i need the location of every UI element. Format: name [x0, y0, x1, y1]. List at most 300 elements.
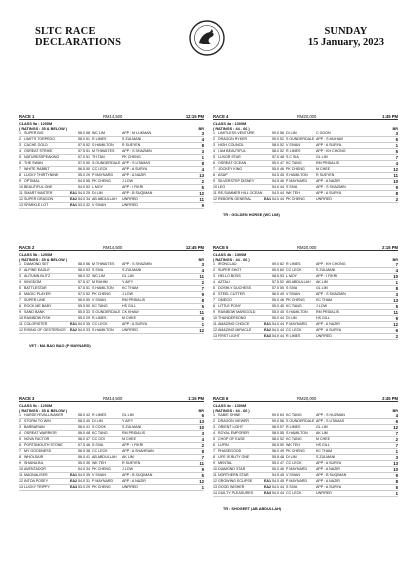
- barrier-draw: 10: [393, 467, 398, 473]
- rating: 53: [86, 268, 90, 273]
- jockey: APP : A SURYA: [316, 328, 342, 333]
- horse-name: DOSHLY DUCHESS: [218, 286, 252, 291]
- trainer: CC LECK: [286, 268, 302, 273]
- runner-number: 12: [19, 479, 23, 484]
- barrier-draw: 10: [393, 179, 398, 185]
- weight: 58.0: [78, 137, 85, 142]
- race-purse: RM20,000: [297, 245, 317, 250]
- runner-number: 4: [213, 280, 215, 285]
- horse-name: LEO: [218, 185, 226, 190]
- jockey: S ZULMANI: [122, 137, 142, 142]
- rating: 35: [86, 473, 90, 478]
- jockey: KC THAM: [122, 286, 139, 291]
- barrier-draw: 4: [201, 167, 204, 173]
- entry-code: [70, 173, 78, 178]
- race-panel: [213, 396, 398, 512]
- horse-name: OSREAT WARRIOR: [24, 431, 57, 436]
- runner-number: 10: [19, 185, 23, 190]
- jockey: CK KHAW: [122, 310, 139, 315]
- barrier-draw: 6: [395, 419, 398, 425]
- horse-name: ROCK ME BABY: [24, 304, 52, 309]
- runner-number: 13: [19, 485, 23, 490]
- weight: 58.0: [78, 437, 85, 442]
- entry-code: [264, 179, 272, 184]
- entry-code: [264, 161, 272, 166]
- weight: 59.0: [272, 268, 279, 273]
- trainer: PK CHENG: [286, 298, 305, 303]
- weight: 54.0: [78, 473, 85, 478]
- rating: 45: [280, 304, 284, 309]
- runner-number: 1: [213, 131, 215, 136]
- trainer: PK CHENG: [92, 485, 111, 490]
- runner-number: 8: [213, 173, 215, 178]
- horse-name: RISING OF GESTERNCE: [24, 328, 66, 333]
- race-note: TR : GOLDEN HORSE (WC LIM): [223, 213, 280, 218]
- weight: 58.0: [78, 268, 85, 273]
- jockey: S ZULMANI: [316, 268, 336, 273]
- jockey: UNFIRED: [122, 485, 138, 490]
- horse-name: SUPER SHOT: [218, 268, 242, 273]
- jockey: APP : A SURYA: [316, 191, 342, 196]
- weight: 59.0: [272, 419, 279, 424]
- trainer: DI LIM: [92, 419, 103, 424]
- horse-name: MAGIC PLAYER: [24, 292, 51, 297]
- weight: 58.0: [272, 431, 279, 436]
- title-line-1: SLTC RACE: [35, 26, 96, 37]
- entry-code: [264, 286, 272, 291]
- barrier-draw: 8: [201, 298, 204, 304]
- weight: 55.0: [78, 461, 85, 466]
- horse-name: HARDEYEVALLINAKER: [24, 413, 64, 418]
- entry-code: EA1: [70, 191, 77, 196]
- horse-name: NATURESSPEAKING: [24, 155, 60, 160]
- horse-name: SMART MASTER: [24, 191, 53, 196]
- barrier-draw: 8: [201, 143, 204, 149]
- race-time: 2:15 PM: [382, 245, 398, 250]
- barrier-draw: 4: [395, 413, 398, 419]
- trainer: V SIVAN: [286, 292, 300, 297]
- runner-number: 2: [19, 419, 21, 424]
- trainer: KC TANG: [286, 437, 302, 442]
- weight: 57.0: [272, 155, 279, 160]
- weight: 54.5: [272, 473, 279, 478]
- horse-name: WHITE RABBIT: [24, 167, 50, 172]
- horse-name: PORTSMOUTH STONE: [24, 443, 63, 448]
- jockey: M CHEE: [122, 437, 136, 442]
- barrier-draw: 5: [201, 473, 204, 479]
- jockey: UNFIRED: [122, 197, 138, 202]
- rating: 47: [280, 161, 284, 166]
- rating: 52: [280, 280, 284, 285]
- jockey: APP : I FIKRI: [316, 274, 338, 279]
- barrier-draw: 1: [201, 485, 204, 491]
- rating: 32: [86, 203, 90, 208]
- club-crest-logo: [188, 19, 226, 57]
- rating: 52: [86, 143, 90, 148]
- weight: 54.0: [272, 197, 279, 202]
- barrier-draw: 12: [393, 425, 398, 431]
- horse-name: REBORN GENERAL: [218, 197, 252, 202]
- trainer: PK CHENG: [286, 167, 305, 172]
- barrier-draw: 9: [395, 473, 398, 479]
- weight: 58.0: [78, 431, 85, 436]
- trainer: PK CHENG: [286, 449, 305, 454]
- runner-number: 3: [19, 274, 21, 279]
- runner-number: 11: [19, 322, 23, 327]
- race-panel: [19, 245, 204, 349]
- entry-code: EA3: [264, 334, 271, 339]
- barrier-draw: 3: [395, 131, 398, 137]
- weight: 54.0: [272, 479, 279, 484]
- weight: 57.0: [78, 155, 85, 160]
- entry-code: EA2: [264, 485, 271, 490]
- barrier-draw: 9: [201, 292, 204, 298]
- rating: 45: [280, 473, 284, 478]
- trainer: S C SIA: [286, 155, 299, 160]
- race-time: 12:45 PM: [185, 245, 204, 250]
- trainer: CC LECK: [286, 328, 302, 333]
- weight: 54.0: [272, 191, 279, 196]
- rating: 35: [86, 322, 90, 327]
- runner-number: 5: [213, 286, 215, 291]
- entry-code: EA1: [264, 197, 271, 202]
- jockey: APP : A SURYA: [122, 322, 148, 327]
- trainer: P MAYNARD: [92, 479, 114, 484]
- rating: 31: [86, 479, 90, 484]
- race-number: RACE 2: [19, 245, 35, 250]
- runner-number: 8: [213, 455, 215, 460]
- weight: 54.5: [78, 179, 85, 184]
- entry-code: EA1: [70, 473, 77, 478]
- rating: 49: [280, 449, 284, 454]
- barrier-draw: 9: [201, 467, 204, 473]
- barrier-draw: 3: [201, 431, 204, 437]
- trainer: R LIMES: [286, 334, 301, 339]
- weight: 58.0: [78, 131, 85, 136]
- horse-name: THUNDERSONG: [218, 316, 247, 321]
- trainer: S HAMILTON: [286, 431, 308, 436]
- barrier-draw: 1: [395, 491, 398, 497]
- horse-name: MAGNALISER: [24, 473, 48, 478]
- weight: 54.0: [272, 334, 279, 339]
- entry-code: [264, 473, 272, 478]
- entry-code: [264, 461, 272, 466]
- rating: 40: [86, 419, 90, 424]
- horse-name: LIMITLESS VENTURE: [218, 131, 255, 136]
- barrier-draw: 7: [395, 431, 398, 437]
- barrier-draw: 1: [201, 322, 204, 328]
- runner-number: 6: [19, 443, 21, 448]
- race-panel: [19, 114, 204, 209]
- horse-name: LIMIT'S TORPEDO: [24, 137, 55, 142]
- rating: 46: [280, 298, 284, 303]
- horse-name: MY GOODNESS: [24, 449, 52, 454]
- weight: 54.0: [78, 322, 85, 327]
- entry-code: [70, 137, 78, 142]
- rating: 44: [280, 328, 284, 333]
- jockey: APP : A NAZIR: [316, 322, 340, 327]
- jockey: GL LIM: [122, 274, 134, 279]
- weight: 58.0: [78, 419, 85, 424]
- entry-code: [264, 274, 272, 279]
- jockey: APP : A SURYA: [122, 167, 148, 172]
- weight: 56.5: [272, 443, 279, 448]
- rating: 45: [280, 479, 284, 484]
- weight: 59.0: [272, 262, 279, 267]
- rating: 49: [280, 292, 284, 297]
- runner-number: 1: [19, 413, 21, 418]
- trainer: S HAMILTON: [286, 173, 308, 178]
- entry-code: [264, 167, 272, 172]
- race-number: RACE 4: [213, 114, 229, 119]
- barrier-draw: 8: [201, 161, 204, 167]
- weight: 58.5: [272, 274, 279, 279]
- entry-code: [70, 431, 78, 436]
- trainer: KC TANG: [286, 413, 302, 418]
- entry-code: [264, 268, 272, 273]
- weight: 58.0: [78, 425, 85, 430]
- weight: 54.0: [78, 479, 85, 484]
- horse-name: SPARKLE LOT: [24, 203, 49, 208]
- runner-row: [213, 197, 398, 203]
- entry-code: [264, 137, 272, 142]
- runner-row: [19, 328, 204, 334]
- entry-code: [70, 262, 78, 267]
- jockey: HS GILL: [316, 316, 330, 321]
- weight: 58.0: [78, 262, 85, 267]
- weight: 59.0: [272, 137, 279, 142]
- horse-name: COLORISTER: [24, 322, 48, 327]
- horse-name: LITTLE PONY: [218, 304, 241, 309]
- entry-code: [264, 425, 272, 430]
- race-header: [213, 114, 398, 120]
- jockey: APP : A SURYA: [316, 485, 342, 490]
- runner-number: 12: [213, 197, 217, 202]
- horse-name: ALPINE EAGLE: [24, 268, 50, 273]
- trainer: WK TEH: [286, 443, 300, 448]
- horse-name: SABIE SHINE: [218, 413, 241, 418]
- race-purse: RM14,500: [103, 114, 123, 119]
- runner-number: 5: [19, 286, 21, 291]
- weight: 55.0: [78, 310, 85, 315]
- barrier-draw: 8: [395, 286, 398, 292]
- runner-number: 4: [19, 431, 21, 436]
- runner-row: [213, 334, 398, 340]
- weight: 55.0: [272, 298, 279, 303]
- entry-code: EA2: [70, 197, 77, 202]
- trainer: DI LIM: [286, 316, 297, 321]
- rating: 58: [86, 131, 90, 136]
- race-rating: ( RATINGS : 44 - 66 ): [213, 257, 250, 262]
- barrier-header: BR: [392, 408, 398, 413]
- entry-code: [70, 304, 78, 309]
- weight: 58.0: [78, 274, 85, 279]
- runner-number: 2: [213, 268, 215, 273]
- runner-number: 6: [213, 292, 215, 297]
- race-purse: RM14,500: [103, 245, 123, 250]
- weight: 58.0: [272, 143, 279, 148]
- runner-number: 1: [213, 413, 215, 418]
- horse-name: NOVA FACTOR: [24, 437, 50, 442]
- runner-number: 10: [19, 467, 23, 472]
- horse-name: LIFE IS BUTY ONE: [218, 455, 250, 460]
- runner-number: 4: [19, 280, 21, 285]
- runner-row: [19, 203, 204, 209]
- weight: 54.0: [78, 467, 85, 472]
- trainer: WC LIM: [92, 274, 105, 279]
- race-class: CLASS 5b : 1200M: [19, 253, 53, 257]
- trainer: CC LECK: [286, 461, 302, 466]
- runner-number: 2: [19, 137, 21, 142]
- trainer: S COOK: [92, 425, 106, 430]
- entry-code: [264, 316, 272, 321]
- horse-name: OSREAT OCEAN: [218, 161, 247, 166]
- weight: 55.0: [272, 316, 279, 321]
- horse-name: OMEGO: [218, 298, 232, 303]
- jockey: APP : A SURYA: [316, 143, 342, 148]
- jockey: J LOW: [122, 467, 133, 472]
- entry-code: [264, 437, 272, 442]
- trainer: PK CHENG: [92, 292, 111, 297]
- runner-number: 11: [19, 473, 23, 478]
- barrier-draw: 5: [395, 485, 398, 491]
- barrier-draw: 2: [395, 197, 398, 203]
- barrier-draw: 6: [395, 137, 398, 143]
- trainer: S SIVA: [286, 485, 298, 490]
- entry-code: [264, 443, 272, 448]
- weight: 54.0: [272, 328, 279, 333]
- entry-code: [264, 262, 272, 267]
- entry-code: [264, 173, 272, 178]
- horse-name: DRAGON VIEWER: [218, 419, 249, 424]
- race-header: [19, 245, 204, 251]
- weight: 56.5: [78, 167, 85, 172]
- barrier-draw: 11: [199, 274, 204, 280]
- entry-code: [70, 149, 78, 154]
- race-class: CLASS 5c : 1200M: [19, 404, 53, 408]
- rating: 44: [280, 185, 284, 190]
- jockey: HS GILL: [122, 304, 136, 309]
- jockey: APP : A NAZIR: [316, 479, 340, 484]
- entry-code: [264, 467, 272, 472]
- jockey: APP : KH CHONG: [316, 262, 346, 267]
- weight: 55.0: [272, 304, 279, 309]
- jockey: GL LIM: [316, 425, 328, 430]
- horse-name: AMAZING CHOICE: [218, 322, 250, 327]
- runner-number: 13: [213, 485, 217, 490]
- runner-number: 7: [213, 167, 215, 172]
- horse-name: SUPER BIG: [24, 131, 44, 136]
- barrier-draw: 13: [199, 419, 204, 425]
- barrier-draw: 7: [395, 155, 398, 161]
- trainer: R LIMES: [286, 262, 301, 267]
- horse-name: KINGDOM: [24, 280, 42, 285]
- rating: 55: [280, 431, 284, 436]
- entry-code: [70, 179, 78, 184]
- horse-name: ROYAL EMPORER: [218, 431, 249, 436]
- rating: 41: [86, 455, 90, 460]
- entry-code: [70, 286, 78, 291]
- entry-code: [264, 419, 272, 424]
- horse-name: RAINBOW FISH: [24, 316, 51, 321]
- trainer: R LIMES: [92, 413, 107, 418]
- rating: 52: [86, 292, 90, 297]
- race-header: [19, 396, 204, 402]
- barrier-draw: 6: [201, 316, 204, 322]
- trainer: L MOY: [92, 185, 104, 190]
- rating: 44: [280, 491, 284, 496]
- runner-number: 9: [19, 179, 21, 184]
- trainer: KC TANG: [92, 304, 108, 309]
- trainer: DI LIM: [286, 131, 297, 136]
- weight: 59.0: [272, 413, 279, 418]
- trainer: S HAMILTON: [92, 286, 114, 291]
- trainer: AB ABDULLAH: [92, 455, 117, 460]
- jockey: APP : A NAZIR: [316, 179, 340, 184]
- runner-number: 13: [213, 334, 217, 339]
- jockey: R SUEYEN: [122, 143, 141, 148]
- jockey: APP : S MUHAVI: [316, 137, 344, 142]
- horse-name: LUPIN: [218, 443, 229, 448]
- jockey: RM PRIDALIS: [122, 298, 145, 303]
- runner-number: 11: [213, 322, 217, 327]
- entry-code: [70, 280, 78, 285]
- jockey: APP : S SHAZMIN: [316, 185, 346, 190]
- rating: 41: [86, 425, 90, 430]
- horse-name: JOCKEY KING: [218, 167, 243, 172]
- jockey: AK LIM: [316, 280, 328, 285]
- trainer: CC LECK: [92, 322, 108, 327]
- runner-row: [19, 485, 204, 491]
- entry-code: [70, 443, 78, 448]
- trainer: S SIVA: [92, 268, 104, 273]
- runner-number: 3: [213, 143, 215, 148]
- barrier-draw: 1: [201, 155, 204, 161]
- weight: 57.0: [78, 292, 85, 297]
- barrier-draw: 2: [201, 443, 204, 449]
- horse-name: FIRST LIGHT: [218, 334, 240, 339]
- trainer: CC LECK: [286, 491, 302, 496]
- runner-number: 5: [19, 155, 21, 160]
- trainer: S SIVA: [286, 286, 298, 291]
- rating: 58: [280, 419, 284, 424]
- weight: 58.5: [272, 425, 279, 430]
- runner-number: 10: [213, 185, 217, 190]
- entry-code: [264, 455, 272, 460]
- runner-number: 8: [19, 455, 21, 460]
- weight: 53.0: [78, 203, 85, 208]
- weight: 54.0: [272, 485, 279, 490]
- rating: 44: [280, 334, 284, 339]
- rating: 52: [280, 437, 284, 442]
- entry-code: [70, 449, 78, 454]
- runner-number: 2: [19, 268, 21, 273]
- entry-code: [264, 413, 272, 418]
- trainer: M RAHIM: [92, 280, 108, 285]
- jockey: APP : S UTAMAS: [122, 161, 151, 166]
- barrier-draw: 6: [201, 413, 204, 419]
- horse-name: AUTUMN BLITZ: [24, 274, 51, 279]
- entry-code: [264, 280, 272, 285]
- weight: 58.0: [272, 437, 279, 442]
- trainer: PK CHENG: [92, 179, 111, 184]
- horse-name: SUPER LINE: [24, 298, 46, 303]
- jockey: M CHEE: [122, 316, 136, 321]
- entry-code: [70, 316, 78, 321]
- horse-name: SUPER DRAGON: [24, 197, 54, 202]
- document-title: [35, 26, 121, 48]
- trainer: WC LIM: [92, 131, 105, 136]
